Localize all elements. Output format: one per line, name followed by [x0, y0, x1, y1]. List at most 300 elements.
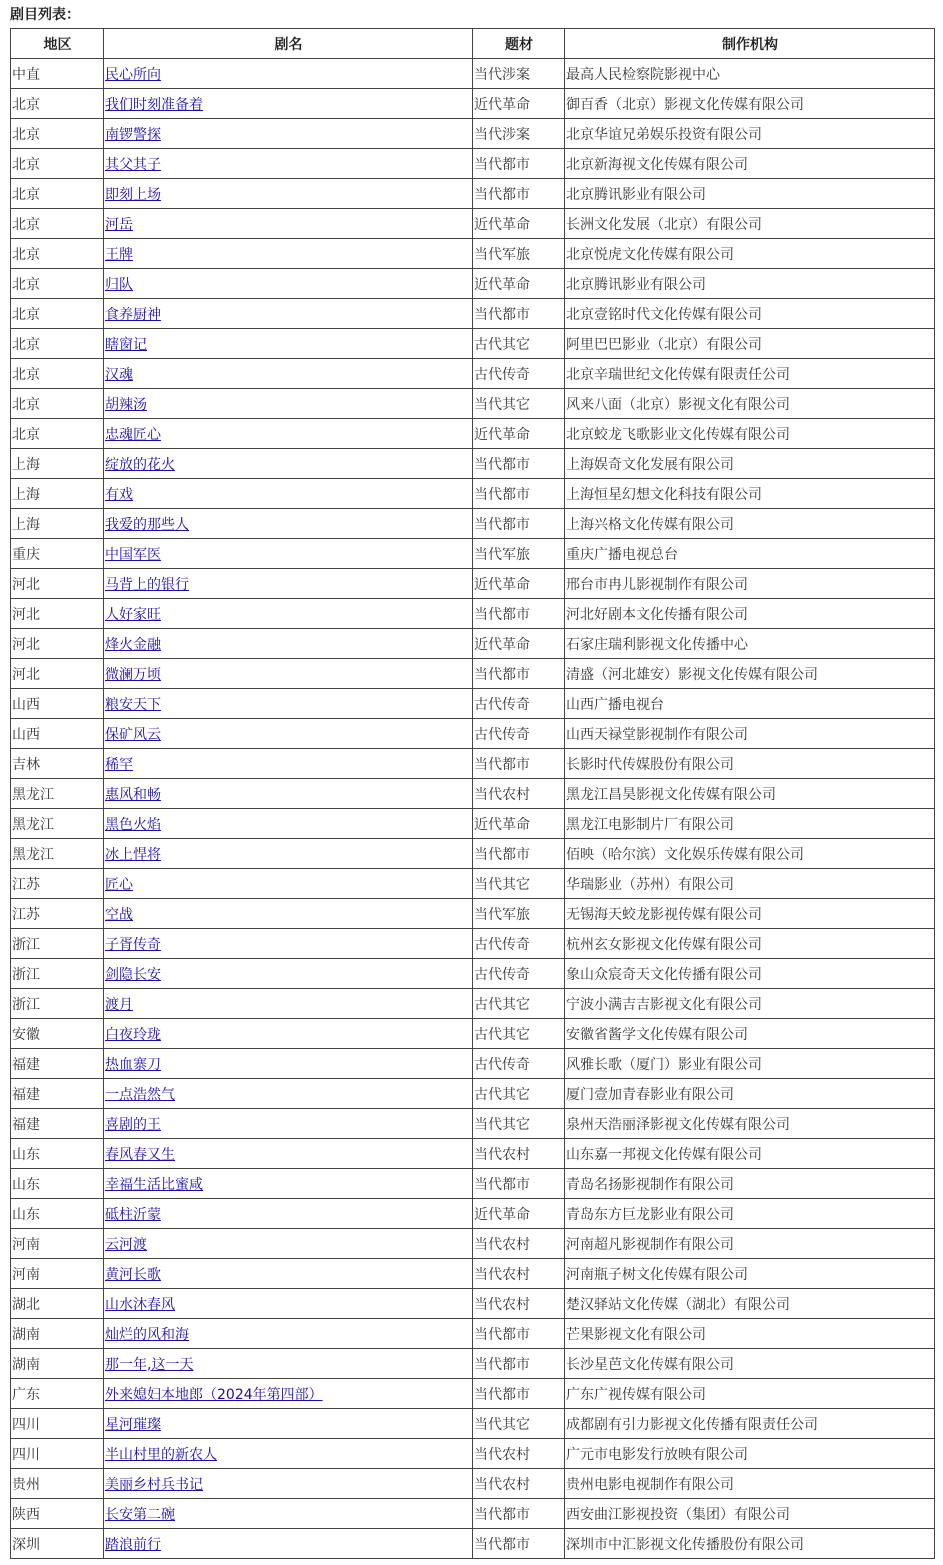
drama-title-link[interactable]: 南锣警探	[105, 126, 161, 143]
producer-cell: 上海娱奇文化发展有限公司	[565, 449, 935, 479]
title-cell	[104, 869, 473, 899]
genre-cell: 当代都市	[473, 509, 565, 539]
drama-title-link[interactable]: 河岳	[105, 216, 133, 233]
producer-cell: 山西天禄堂影视制作有限公司	[565, 719, 935, 749]
table-row	[11, 989, 935, 1019]
producer-cell: 宁波小满吉吉影视文化有限公司	[565, 989, 935, 1019]
title-cell	[104, 539, 473, 569]
drama-title-link[interactable]: 热血寨刀	[105, 1056, 161, 1073]
title-cell	[104, 1409, 473, 1439]
genre-cell: 当代都市	[473, 839, 565, 869]
producer-cell: 楚汉驿站文化传媒（湖北）有限公司	[565, 1289, 935, 1319]
drama-title-link[interactable]: 微澜万顷	[105, 666, 161, 683]
genre-cell: 近代革命	[473, 89, 565, 119]
table-row	[11, 1469, 935, 1499]
genre-cell: 近代革命	[473, 629, 565, 659]
table-body	[11, 59, 935, 1559]
table-row	[11, 959, 935, 989]
region-cell: 山东	[11, 1169, 104, 1199]
table-row	[11, 1079, 935, 1109]
genre-cell: 古代其它	[473, 329, 565, 359]
column-header-genre: 题材	[473, 29, 565, 59]
producer-cell: 河北好剧本文化传播有限公司	[565, 599, 935, 629]
column-header-producer: 制作机构	[565, 29, 935, 59]
genre-cell: 近代革命	[473, 419, 565, 449]
title-cell	[104, 119, 473, 149]
title-cell	[104, 89, 473, 119]
title-cell	[104, 569, 473, 599]
title-cell	[104, 329, 473, 359]
drama-title-link[interactable]: 黄河长歌	[105, 1266, 161, 1283]
drama-title-link[interactable]: 马背上的银行	[105, 576, 189, 593]
drama-title-link[interactable]: 喜剧的王	[105, 1116, 161, 1133]
producer-cell: 华瑞影业（苏州）有限公司	[565, 869, 935, 899]
title-cell	[104, 839, 473, 869]
title-cell	[104, 1079, 473, 1109]
region-cell: 浙江	[11, 989, 104, 1019]
title-cell	[104, 1169, 473, 1199]
region-cell: 上海	[11, 509, 104, 539]
table-row	[11, 599, 935, 629]
producer-cell: 芒果影视文化有限公司	[565, 1319, 935, 1349]
genre-cell: 当代涉案	[473, 119, 565, 149]
table-row	[11, 419, 935, 449]
genre-cell: 当代涉案	[473, 59, 565, 89]
title-cell	[104, 959, 473, 989]
table-row	[11, 359, 935, 389]
title-cell	[104, 359, 473, 389]
drama-title-link[interactable]: 美丽乡村兵书记	[105, 1476, 203, 1493]
producer-cell: 西安曲江影视投资（集团）有限公司	[565, 1499, 935, 1529]
title-cell	[104, 419, 473, 449]
drama-title-link[interactable]: 有戏	[105, 486, 133, 503]
producer-cell: 安徽省酱学文化传媒有限公司	[565, 1019, 935, 1049]
producer-cell: 北京蛟龙飞歌影业文化传媒有限公司	[565, 419, 935, 449]
title-cell	[104, 1319, 473, 1349]
region-cell: 湖南	[11, 1349, 104, 1379]
table-row	[11, 239, 935, 269]
drama-title-link[interactable]: 惠风和畅	[105, 786, 161, 803]
drama-title-link[interactable]: 即刻上场	[105, 186, 161, 203]
region-cell: 河南	[11, 1229, 104, 1259]
table-row	[11, 119, 935, 149]
title-cell	[104, 1109, 473, 1139]
region-cell: 安徽	[11, 1019, 104, 1049]
drama-title-link[interactable]: 踏浪前行	[105, 1536, 161, 1553]
region-cell: 湖北	[11, 1289, 104, 1319]
table-row	[11, 149, 935, 179]
table-row	[11, 539, 935, 569]
title-cell	[104, 1499, 473, 1529]
drama-title-link[interactable]: 空战	[105, 906, 133, 923]
region-cell: 贵州	[11, 1469, 104, 1499]
producer-cell: 北京壹铭时代文化传媒有限公司	[565, 299, 935, 329]
table-row	[11, 779, 935, 809]
table-row	[11, 1169, 935, 1199]
drama-title-link[interactable]: 中国军医	[105, 546, 161, 563]
table-row	[11, 659, 935, 689]
drama-title-link[interactable]: 人好家旺	[105, 606, 161, 623]
title-cell	[104, 1439, 473, 1469]
region-cell: 江苏	[11, 899, 104, 929]
producer-cell: 北京新海视文化传媒有限公司	[565, 149, 935, 179]
region-cell: 福建	[11, 1049, 104, 1079]
title-cell	[104, 1379, 473, 1409]
producer-cell: 长沙星芭文化传媒有限公司	[565, 1349, 935, 1379]
genre-cell: 当代都市	[473, 1379, 565, 1409]
drama-title-link[interactable]: 匠心	[105, 876, 133, 893]
region-cell: 北京	[11, 89, 104, 119]
title-cell	[104, 1289, 473, 1319]
region-cell: 北京	[11, 179, 104, 209]
title-cell	[104, 689, 473, 719]
title-cell	[104, 719, 473, 749]
table-row	[11, 1259, 935, 1289]
producer-cell: 北京腾讯影业有限公司	[565, 269, 935, 299]
genre-cell: 近代革命	[473, 269, 565, 299]
genre-cell: 当代都市	[473, 149, 565, 179]
table-row	[11, 59, 935, 89]
region-cell: 福建	[11, 1079, 104, 1109]
table-row	[11, 209, 935, 239]
region-cell: 河北	[11, 629, 104, 659]
region-cell: 深圳	[11, 1529, 104, 1559]
producer-cell: 黑龙江昌昊影视文化传媒有限公司	[565, 779, 935, 809]
table-row	[11, 509, 935, 539]
region-cell: 河北	[11, 659, 104, 689]
title-cell	[104, 989, 473, 1019]
table-row	[11, 1019, 935, 1049]
title-cell	[104, 1259, 473, 1289]
producer-cell: 上海恒星幻想文化科技有限公司	[565, 479, 935, 509]
title-cell	[104, 269, 473, 299]
producer-cell: 风雅长歌（厦门）影业有限公司	[565, 1049, 935, 1079]
table-row	[11, 929, 935, 959]
genre-cell: 当代都市	[473, 599, 565, 629]
producer-cell: 石家庄瑞利影视文化传播中心	[565, 629, 935, 659]
title-cell	[104, 389, 473, 419]
drama-title-link[interactable]: 一点浩然气	[105, 1086, 175, 1103]
drama-title-link[interactable]: 稀罕	[105, 756, 133, 773]
drama-title-link[interactable]: 我们时刻准备着	[105, 96, 203, 113]
producer-cell: 深圳市中汇影视文化传播股份有限公司	[565, 1529, 935, 1559]
producer-cell: 御百香（北京）影视文化传媒有限公司	[565, 89, 935, 119]
drama-title-link[interactable]: 民心所向	[105, 66, 161, 83]
drama-title-link[interactable]: 云河渡	[105, 1236, 147, 1253]
drama-title-link[interactable]: 瞎窗记	[105, 336, 147, 353]
genre-cell: 当代其它	[473, 869, 565, 899]
drama-title-link[interactable]: 幸福生活比蜜咸	[105, 1176, 203, 1193]
producer-cell: 广元市电影发行放映有限公司	[565, 1439, 935, 1469]
genre-cell: 当代都市	[473, 449, 565, 479]
drama-title-link[interactable]: 长安第二碗	[105, 1506, 175, 1523]
title-cell	[104, 509, 473, 539]
genre-cell: 当代都市	[473, 179, 565, 209]
column-header-title: 剧名	[104, 29, 473, 59]
region-cell: 黑龙江	[11, 809, 104, 839]
producer-cell: 无锡海天蛟龙影视传媒有限公司	[565, 899, 935, 929]
producer-cell: 北京腾讯影业有限公司	[565, 179, 935, 209]
producer-cell: 北京华谊兄弟娱乐投资有限公司	[565, 119, 935, 149]
producer-cell: 山西广播电视台	[565, 689, 935, 719]
drama-title-link[interactable]: 王牌	[105, 246, 133, 263]
table-row	[11, 1139, 935, 1169]
region-cell: 河北	[11, 599, 104, 629]
table-row	[11, 719, 935, 749]
producer-cell: 北京辛瑞世纪文化传媒有限责任公司	[565, 359, 935, 389]
region-cell: 四川	[11, 1439, 104, 1469]
region-cell: 上海	[11, 449, 104, 479]
region-cell: 广东	[11, 1379, 104, 1409]
title-cell	[104, 1229, 473, 1259]
genre-cell: 当代农村	[473, 1229, 565, 1259]
drama-title-link[interactable]: 春风春又生	[105, 1146, 175, 1163]
producer-cell: 长洲文化发展（北京）有限公司	[565, 209, 935, 239]
title-cell	[104, 209, 473, 239]
table-row	[11, 749, 935, 779]
producer-cell: 黑龙江电影制片厂有限公司	[565, 809, 935, 839]
producer-cell: 上海兴格文化传媒有限公司	[565, 509, 935, 539]
drama-title-link[interactable]: 灿烂的风和海	[105, 1326, 189, 1343]
table-header-row	[11, 29, 935, 59]
producer-cell: 北京悦虎文化传媒有限公司	[565, 239, 935, 269]
region-cell: 北京	[11, 299, 104, 329]
table-row	[11, 1289, 935, 1319]
genre-cell: 当代农村	[473, 1259, 565, 1289]
title-cell	[104, 1349, 473, 1379]
genre-cell: 当代都市	[473, 479, 565, 509]
title-cell	[104, 1139, 473, 1169]
genre-cell: 古代其它	[473, 989, 565, 1019]
producer-cell: 青岛东方巨龙影业有限公司	[565, 1199, 935, 1229]
producer-cell: 佰映（哈尔滨）文化娱乐传媒有限公司	[565, 839, 935, 869]
page-heading: 剧目列表：	[10, 7, 80, 23]
table-row	[11, 1529, 935, 1559]
region-cell: 北京	[11, 209, 104, 239]
region-cell: 山东	[11, 1199, 104, 1229]
genre-cell: 当代都市	[473, 659, 565, 689]
drama-title-link[interactable]: 汉魂	[105, 366, 133, 383]
genre-cell: 当代农村	[473, 1289, 565, 1319]
genre-cell: 近代革命	[473, 809, 565, 839]
drama-list-table	[10, 28, 935, 1559]
title-cell	[104, 749, 473, 779]
region-cell: 黑龙江	[11, 839, 104, 869]
title-cell	[104, 149, 473, 179]
genre-cell: 古代传奇	[473, 359, 565, 389]
table-row	[11, 1499, 935, 1529]
drama-title-link[interactable]: 胡辣汤	[105, 396, 147, 413]
producer-cell: 广东广视传媒有限公司	[565, 1379, 935, 1409]
region-cell: 山东	[11, 1139, 104, 1169]
genre-cell: 古代其它	[473, 1019, 565, 1049]
title-cell	[104, 59, 473, 89]
region-cell: 吉林	[11, 749, 104, 779]
title-cell	[104, 239, 473, 269]
drama-title-link[interactable]: 烽火金融	[105, 636, 161, 653]
table-row	[11, 1229, 935, 1259]
drama-title-link[interactable]: 外来媳妇本地郎（2024年第四部）	[105, 1386, 323, 1403]
title-cell	[104, 1199, 473, 1229]
genre-cell: 当代其它	[473, 1409, 565, 1439]
producer-cell: 山东嘉一邦视文化传媒有限公司	[565, 1139, 935, 1169]
table-row	[11, 689, 935, 719]
title-cell	[104, 1529, 473, 1559]
producer-cell: 贵州电影电视制作有限公司	[565, 1469, 935, 1499]
title-cell	[104, 599, 473, 629]
title-cell	[104, 659, 473, 689]
region-cell: 河南	[11, 1259, 104, 1289]
region-cell: 北京	[11, 149, 104, 179]
genre-cell: 古代传奇	[473, 959, 565, 989]
table-row	[11, 869, 935, 899]
drama-title-link[interactable]: 冰上悍将	[105, 846, 161, 863]
region-cell: 山西	[11, 719, 104, 749]
producer-cell: 河南瓶子树文化传媒有限公司	[565, 1259, 935, 1289]
region-cell: 北京	[11, 239, 104, 269]
genre-cell: 当代军旅	[473, 539, 565, 569]
title-cell	[104, 1019, 473, 1049]
producer-cell: 青岛名扬影视制作有限公司	[565, 1169, 935, 1199]
region-cell: 河北	[11, 569, 104, 599]
table-row	[11, 1349, 935, 1379]
genre-cell: 当代农村	[473, 1439, 565, 1469]
producer-cell: 风来八面（北京）影视文化有限公司	[565, 389, 935, 419]
table-row	[11, 1379, 935, 1409]
column-header-region: 地区	[11, 29, 104, 59]
region-cell: 浙江	[11, 959, 104, 989]
table-row	[11, 389, 935, 419]
title-cell	[104, 809, 473, 839]
table-row	[11, 569, 935, 599]
drama-title-link[interactable]: 保矿风云	[105, 726, 161, 743]
title-cell	[104, 899, 473, 929]
producer-cell: 最高人民检察院影视中心	[565, 59, 935, 89]
producer-cell: 邢台市冉儿影视制作有限公司	[565, 569, 935, 599]
region-cell: 江苏	[11, 869, 104, 899]
table-row	[11, 479, 935, 509]
genre-cell: 当代都市	[473, 1319, 565, 1349]
genre-cell: 当代军旅	[473, 899, 565, 929]
table-row	[11, 179, 935, 209]
region-cell: 福建	[11, 1109, 104, 1139]
table-row	[11, 809, 935, 839]
genre-cell: 当代军旅	[473, 239, 565, 269]
drama-title-link[interactable]: 我爱的那些人	[105, 516, 189, 533]
region-cell: 黑龙江	[11, 779, 104, 809]
drama-title-link[interactable]: 渡月	[105, 996, 133, 1013]
region-cell: 北京	[11, 329, 104, 359]
title-cell	[104, 1049, 473, 1079]
producer-cell: 阿里巴巴影业（北京）有限公司	[565, 329, 935, 359]
table-row	[11, 1319, 935, 1349]
table-row	[11, 1409, 935, 1439]
drama-title-link[interactable]: 剑隐长安	[105, 966, 161, 983]
drama-title-link[interactable]: 绽放的花火	[105, 456, 175, 473]
region-cell: 北京	[11, 389, 104, 419]
genre-cell: 当代农村	[473, 1139, 565, 1169]
title-cell	[104, 299, 473, 329]
drama-title-link[interactable]: 星河璀璨	[105, 1416, 161, 1433]
table-row	[11, 1199, 935, 1229]
region-cell: 陕西	[11, 1499, 104, 1529]
region-cell: 山西	[11, 689, 104, 719]
producer-cell: 成都剧有引力影视文化传播有限责任公司	[565, 1409, 935, 1439]
drama-title-link[interactable]: 食养厨神	[105, 306, 161, 323]
genre-cell: 近代革命	[473, 1199, 565, 1229]
drama-title-link[interactable]: 子胥传奇	[105, 936, 161, 953]
region-cell: 重庆	[11, 539, 104, 569]
drama-title-link[interactable]: 忠魂匠心	[105, 426, 161, 443]
genre-cell: 当代都市	[473, 1169, 565, 1199]
region-cell: 北京	[11, 419, 104, 449]
table-row	[11, 1439, 935, 1469]
genre-cell: 当代农村	[473, 779, 565, 809]
producer-cell: 清盛（河北雄安）影视文化传媒有限公司	[565, 659, 935, 689]
table-row	[11, 89, 935, 119]
genre-cell: 当代都市	[473, 1349, 565, 1379]
table-row	[11, 1049, 935, 1079]
table-row	[11, 1109, 935, 1139]
title-cell	[104, 1469, 473, 1499]
region-cell: 北京	[11, 269, 104, 299]
genre-cell: 近代革命	[473, 209, 565, 239]
genre-cell: 古代其它	[473, 1079, 565, 1109]
genre-cell: 当代都市	[473, 1499, 565, 1529]
title-cell	[104, 929, 473, 959]
drama-title-link[interactable]: 其父其子	[105, 156, 161, 173]
table-row	[11, 839, 935, 869]
genre-cell: 当代都市	[473, 299, 565, 329]
region-cell: 湖南	[11, 1319, 104, 1349]
drama-title-link[interactable]: 白夜玲珑	[105, 1026, 161, 1043]
region-cell: 上海	[11, 479, 104, 509]
region-cell: 北京	[11, 359, 104, 389]
drama-title-link[interactable]: 归队	[105, 276, 133, 293]
region-cell: 中直	[11, 59, 104, 89]
drama-title-link[interactable]: 那一年,这一天	[105, 1356, 194, 1373]
producer-cell: 杭州玄女影视文化传媒有限公司	[565, 929, 935, 959]
genre-cell: 当代其它	[473, 1109, 565, 1139]
region-cell: 四川	[11, 1409, 104, 1439]
genre-cell: 古代传奇	[473, 719, 565, 749]
genre-cell: 古代传奇	[473, 1049, 565, 1079]
genre-cell: 古代传奇	[473, 689, 565, 719]
region-cell: 北京	[11, 119, 104, 149]
region-cell: 浙江	[11, 929, 104, 959]
producer-cell: 厦门壹加青春影业有限公司	[565, 1079, 935, 1109]
drama-title-link[interactable]: 山水沐春风	[105, 1296, 175, 1313]
table-row	[11, 299, 935, 329]
genre-cell: 当代都市	[473, 749, 565, 779]
genre-cell: 当代其它	[473, 389, 565, 419]
drama-title-link[interactable]: 黑色火焰	[105, 816, 161, 833]
producer-cell: 长影时代传媒股份有限公司	[565, 749, 935, 779]
genre-cell: 近代革命	[473, 569, 565, 599]
genre-cell: 古代传奇	[473, 929, 565, 959]
producer-cell: 象山众宸奇天文化传播有限公司	[565, 959, 935, 989]
table-row	[11, 899, 935, 929]
title-cell	[104, 779, 473, 809]
drama-title-link[interactable]: 砥柱沂蒙	[105, 1206, 161, 1223]
table-row	[11, 269, 935, 299]
producer-cell: 泉州天浩丽泽影视文化传媒有限公司	[565, 1109, 935, 1139]
title-cell	[104, 479, 473, 509]
producer-cell: 河南超凡影视制作有限公司	[565, 1229, 935, 1259]
table-row	[11, 329, 935, 359]
drama-title-link[interactable]: 粮安天下	[105, 696, 161, 713]
drama-title-link[interactable]: 半山村里的新农人	[105, 1446, 217, 1463]
